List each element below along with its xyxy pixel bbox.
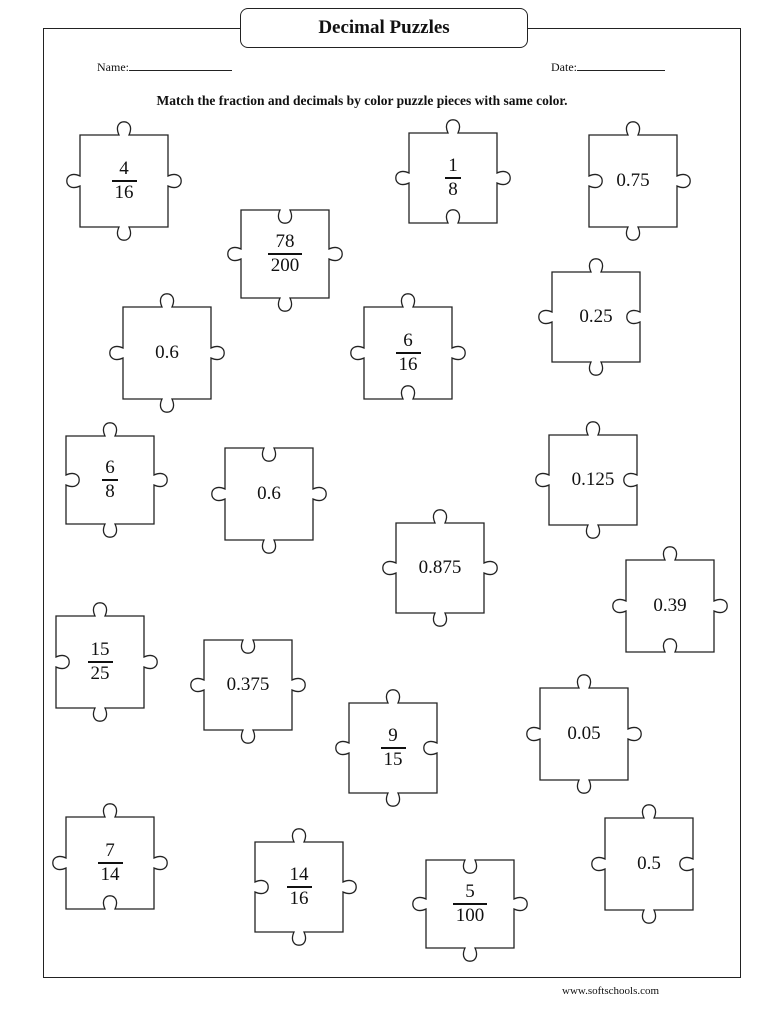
fraction-numerator: 14: [289, 864, 309, 886]
name-line: [129, 59, 232, 71]
decimal-value: 0.875: [418, 557, 462, 578]
puzzle-piece: [426, 860, 514, 948]
puzzle-piece-label: [549, 435, 637, 525]
fraction: [453, 882, 488, 926]
decimal-value: 0.5: [637, 853, 661, 874]
fraction-numerator: 7: [105, 840, 115, 862]
fraction-denominator: 25: [90, 663, 110, 684]
puzzle-piece-label: [364, 307, 452, 399]
fraction-denominator: 15: [383, 749, 403, 770]
puzzle-piece-label: [396, 523, 484, 613]
puzzle-piece-label: [552, 272, 640, 362]
puzzle-piece: [549, 435, 637, 525]
puzzle-piece-label: [349, 703, 437, 793]
fraction: [88, 640, 113, 684]
fraction: [98, 841, 123, 885]
puzzle-piece: [605, 818, 693, 910]
fraction-numerator: 15: [90, 639, 110, 661]
puzzle-piece-label: [66, 436, 154, 524]
date-field: [551, 59, 665, 75]
puzzle-piece-label: [56, 616, 144, 708]
fraction-numerator: 78: [275, 231, 295, 253]
instructions: [0, 93, 770, 109]
puzzle-piece: [349, 703, 437, 793]
decimal-value: 0.39: [653, 595, 687, 616]
puzzle-piece-label: [80, 135, 168, 227]
fraction-numerator: 9: [388, 725, 398, 747]
decimal-value: 0.6: [155, 342, 179, 363]
puzzle-piece-label: [605, 818, 693, 910]
puzzle-piece: [66, 817, 154, 909]
puzzle-piece: [204, 640, 292, 730]
decimal-value: 0.6: [257, 483, 281, 504]
fraction-denominator: 16: [398, 354, 418, 375]
puzzle-piece-label: [66, 817, 154, 909]
fraction-denominator: 16: [289, 888, 309, 909]
date-label: Date:: [551, 60, 577, 74]
puzzle-piece: [589, 135, 677, 227]
fraction-denominator: 8: [105, 481, 115, 502]
footer-credit: www.softschools.com: [562, 985, 660, 997]
fraction-denominator: 200: [270, 255, 300, 276]
puzzle-piece-label: [589, 135, 677, 227]
fraction: [381, 726, 406, 770]
puzzle-piece: [56, 616, 144, 708]
puzzle-piece-label: [626, 560, 714, 652]
decimal-value: 0.25: [579, 306, 613, 327]
decimal-value: 0.375: [226, 674, 270, 695]
puzzle-piece: [364, 307, 452, 399]
puzzle-piece: [80, 135, 168, 227]
puzzle-piece-label: [204, 640, 292, 730]
instructions-text: Match the fraction and decimals by color puzzle pieces with same color.: [156, 93, 568, 108]
puzzle-piece-label: [123, 307, 211, 399]
fraction: [287, 865, 312, 909]
puzzle-piece: [123, 307, 211, 399]
puzzle-piece: [225, 448, 313, 540]
fraction-denominator: 16: [114, 182, 134, 203]
puzzle-piece: [540, 688, 628, 780]
worksheet-title: Decimal Puzzles: [240, 8, 528, 48]
puzzle-piece-label: [225, 448, 313, 540]
puzzle-piece: [409, 133, 497, 223]
fraction-denominator: 8: [448, 179, 458, 200]
puzzle-piece-label: [409, 133, 497, 223]
fraction-numerator: 4: [119, 158, 129, 180]
fraction: [112, 159, 137, 203]
puzzle-piece-label: [426, 860, 514, 948]
puzzle-piece-label: [540, 688, 628, 780]
fraction-numerator: 1: [448, 155, 458, 177]
puzzle-piece: [255, 842, 343, 932]
fraction-denominator: 100: [455, 905, 485, 926]
puzzle-piece: [552, 272, 640, 362]
fraction: [396, 331, 421, 375]
fraction-numerator: 6: [105, 457, 115, 479]
puzzle-piece-label: [255, 842, 343, 932]
puzzle-piece-label: [241, 210, 329, 298]
puzzle-piece: [626, 560, 714, 652]
date-line: [577, 59, 665, 71]
puzzle-piece: [66, 436, 154, 524]
fraction-numerator: 6: [403, 330, 413, 352]
fraction-numerator: 5: [465, 881, 475, 903]
name-field: [97, 59, 232, 75]
fraction: [445, 156, 461, 200]
decimal-value: 0.75: [616, 170, 650, 191]
decimal-value: 0.125: [571, 469, 615, 490]
puzzle-piece: [241, 210, 329, 298]
decimal-value: 0.05: [567, 723, 601, 744]
puzzle-piece: [396, 523, 484, 613]
name-label: Name:: [97, 60, 129, 74]
fraction: [268, 232, 303, 276]
fraction-denominator: 14: [100, 864, 120, 885]
fraction: [102, 458, 118, 502]
